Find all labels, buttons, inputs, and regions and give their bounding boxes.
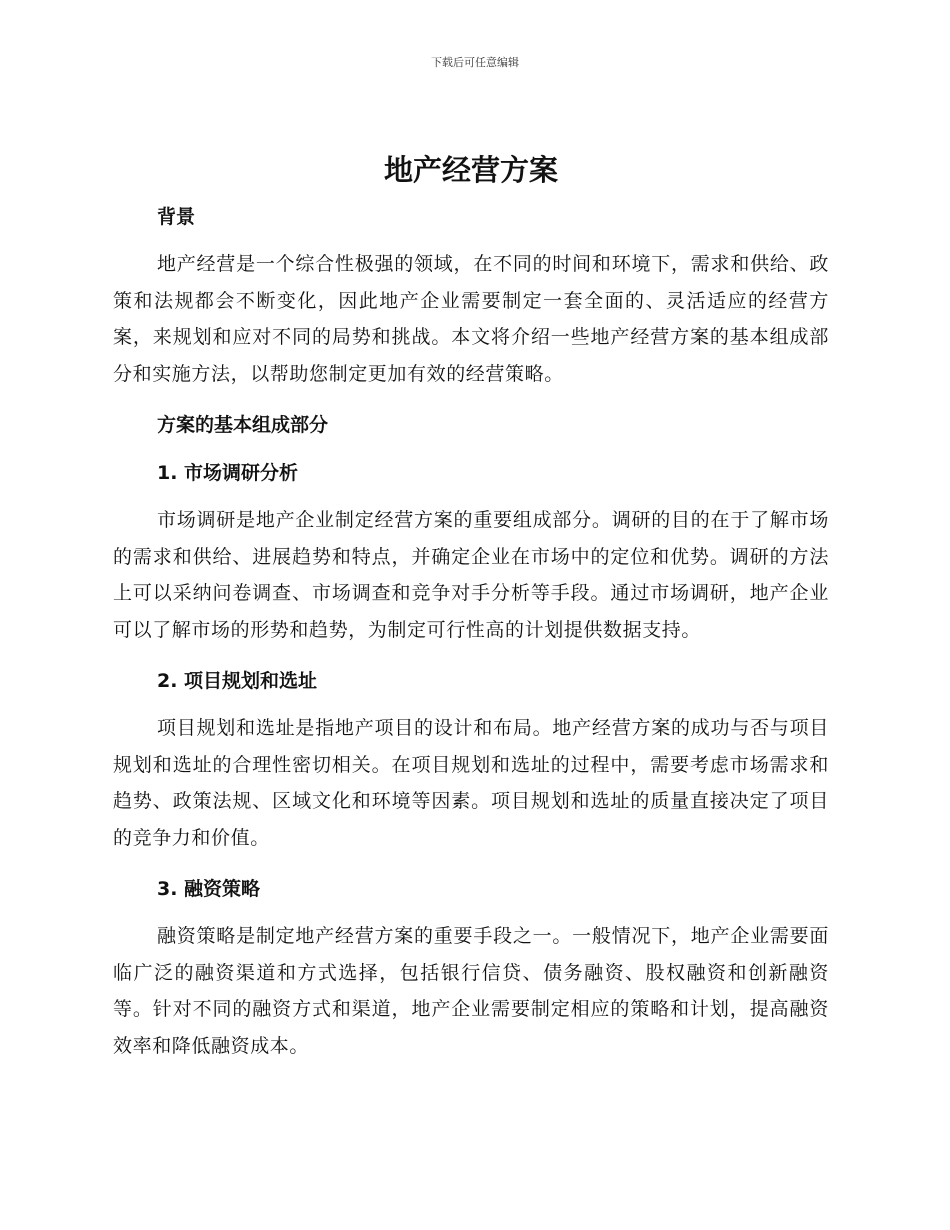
subsection-heading-market-research: 1. 市场调研分析 [157, 462, 299, 484]
document-title: 地产经营方案 [383, 153, 558, 187]
paragraph-financing: 融资策略是制定地产经营方案的重要手段之一。一般情况下，地产企业需要面临广泛的融资渠道和方式选择，包括银行信贷、债务融资、股权融资和创新融资等。针对不同的融资方式和渠道，地产企业需要制定相应的策略和计划，提高融资效率和降低融资成本。 [113, 925, 829, 1057]
subsection-heading-project-planning: 2. 项目规划和选址 [157, 670, 318, 692]
header-note: 下载后可任意编辑 [431, 56, 519, 69]
subsection-heading-financing: 3. 融资策略 [157, 878, 261, 900]
section-heading-components: 方案的基本组成部分 [157, 414, 329, 436]
section-heading-background: 背景 [157, 206, 196, 228]
paragraph-market-research: 市场调研是地产企业制定经营方案的重要组成部分。调研的目的在于了解市场的需求和供给、进展趋势和特点，并确定企业在市场中的定位和优势。调研的方法上可以采纳问卷调查、市场调查和竞争对手分析等手段。通过市场调研，地产企业可以了解市场的形势和趋势，为制定可行性高的计划提供数据支持。 [113, 509, 829, 641]
paragraph-project-planning: 项目规划和选址是指地产项目的设计和布局。地产经营方案的成功与否与项目规划和选址的合理性密切相关。在项目规划和选址的过程中，需要考虑市场需求和趋势、政策法规、区域文化和环境等因素。项目规划和选址的质量直接决定了项目的竞争力和价值。 [113, 717, 829, 849]
paragraph-background: 地产经营是一个综合性极强的领域，在不同的时间和环境下，需求和供给、政策和法规都会不断变化，因此地产企业需要制定一套全面的、灵活适应的经营方案，来规划和应对不同的局势和挑战。本文将介绍一些地产经营方案的基本组成部分和实施方法，以帮助您制定更加有效的经营策略。 [113, 253, 829, 385]
document-body [113, 148, 829, 1086]
